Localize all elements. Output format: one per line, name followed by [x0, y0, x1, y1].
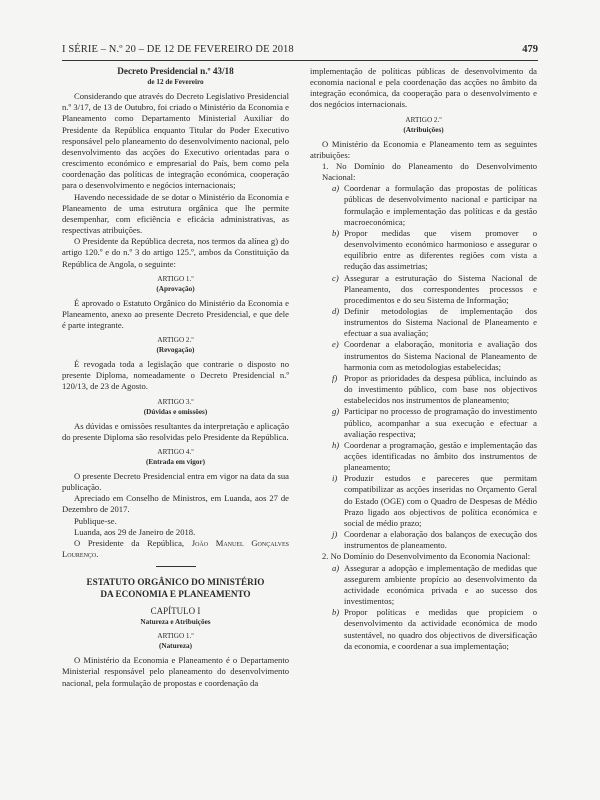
- preamble-paragraph: O Presidente da República decreta, nos termos da alínea g) do artigo 120.º e do n.º 3 do artigo 125.º, ambos da Constituição da República de Angola, o seguinte:: [62, 236, 289, 269]
- statute-title: DA ECONOMIA E PLANEAMENTO: [100, 588, 251, 599]
- decree-date: de 12 de Fevereiro: [147, 78, 204, 87]
- publish-statement: Publique-se.: [74, 515, 117, 526]
- article-text: O Ministério da Economia e Planeamento é o Departamento Ministerial responsável pelo planeamento do desenvolvimento nacional, pela formulação de propostas e coordenação da: [62, 655, 289, 688]
- chapter-title: Natureza e Atribuições: [140, 618, 211, 627]
- decree-title: Decreto Presidencial n.º 43/18: [117, 66, 234, 76]
- left-column: [62, 66, 289, 689]
- article-title: (Aprovação): [156, 284, 195, 293]
- item-letter: j): [332, 529, 338, 540]
- item-letter: d): [332, 305, 340, 316]
- article-text: É aprovado o Estatuto Orgânico do Ministério da Economia e Planeamento, anexo ao presente Decreto Presidencial, e que dele é parte integrante.: [62, 297, 289, 330]
- article-title: (Atribuições): [403, 125, 444, 134]
- article-title: (Entrada em vigor): [145, 457, 206, 466]
- list-item: b) Propor políticas e medidas que propiciem o desenvolvimento da actividade económica de modo sustentável, no quadro dos objectivos de diversificação da economia, e coordenar a sua implementação;: [332, 607, 537, 651]
- article-title: (Natureza): [159, 642, 192, 651]
- section-heading: 1. No Domínio do Planeamento do Desenvolvimento Nacional:: [322, 160, 537, 183]
- list-item: g) Participar no processo de programação do investimento público, acompanhar a sua execução e efectuar a avaliação respectiva;: [332, 406, 537, 439]
- item-letter: c): [332, 272, 339, 283]
- item-letter: b): [332, 227, 340, 238]
- list-item: a) Coordenar a formulação das propostas de políticas públicas de desenvolvimento nacional e participar na formulação e implementação das políticas e da gestão macroeconómica;: [332, 183, 537, 227]
- item-letter: e): [332, 339, 339, 350]
- list-item: b) Propor medidas que visem promover o desenvolvimento económico harmonioso e assegurar o equilíbrio entre as diferentes regiões com vista a redução das assimetrias;: [332, 227, 537, 272]
- statute-title: ESTATUTO ORGÂNICO DO MINISTÉRIO: [86, 577, 265, 588]
- page-number: 479: [522, 44, 538, 55]
- approval-statement: Apreciado em Conselho de Ministros, em Luanda, aos 27 de Dezembro de 2017.: [62, 493, 289, 515]
- president-name: João Manuel Gonçalves Lourenço.: [62, 537, 289, 559]
- article-intro: O Ministério da Economia e Planeamento tem as seguintes atribuições:: [310, 138, 537, 160]
- list-item: h) Coordenar a programação, gestão e implementação das acções identificadas no âmbito dos instrumentos de planeamento;: [332, 439, 537, 473]
- item-letter: a): [332, 183, 340, 194]
- item-letter: g): [332, 406, 340, 417]
- item-letter: b): [332, 607, 340, 618]
- article-number: ARTIGO 3.º: [157, 397, 194, 406]
- article-title: (Dúvidas e omissões): [143, 407, 208, 416]
- signature-line: [62, 538, 289, 560]
- header-rule: [62, 60, 538, 61]
- list-item: a) Assegurar a adopção e implementação de medidas que assegurem ambiente propício ao desenvolvimento da actividade económica privada e ao sucesso dos investimentos;: [332, 562, 537, 607]
- article-text: É revogada toda a legislação que contrarie o disposto no presente Diploma, nomeadamente o Decreto Presidencial n.º 120/13, de 23 de Agosto.: [62, 359, 289, 392]
- section-heading: 2. No Domínio do Desenvolvimento da Economia Nacional:: [322, 551, 531, 562]
- article-number: ARTIGO 2.º: [405, 115, 442, 124]
- list-item: e) Coordenar a elaboração, monitoria e avaliação dos instrumentos do Sistema Nacional de Planeamento de harmonia com as metodologias estabelecidas;: [332, 339, 537, 372]
- article-number: ARTIGO 4.º: [157, 447, 194, 456]
- list-item: i) Produzir estudos e pareceres que permitam compatibilizar as acções inseridas no Orçamento Geral do Estado (OGE) com o Quadro de Despesas de Médio Prazo ligado aos objectivos de política económica e social de médio prazo;: [332, 473, 537, 528]
- place-date: Luanda, aos 29 de Janeiro de 2018.: [74, 526, 196, 537]
- running-title: I SÉRIE – N.º 20 – DE 12 DE FEVEREIRO DE 2018: [62, 44, 294, 55]
- preamble-paragraph: Considerando que através do Decreto Legislativo Presidencial n.º 3/17, de 13 de Outubro, foi criado o Ministério da Economia e Planeamento como Departamento Ministerial Auxiliar do Presidente da República enquanto Titular do Poder Executivo responsável pelo planeamento do desenvolvimento nacional, pelo desenvolvimento das acções do Executivo orientadas para o crescimento económico e empresarial do País, bem como pela coordenação das políticas de integração económica, cooperação para o desenvolvimento e negócios internacionais;: [62, 91, 289, 191]
- article-number: ARTIGO 1.º: [157, 632, 194, 641]
- chapter-number: CAPÍTULO I: [150, 606, 201, 617]
- president-prefix: O Presidente da República,: [74, 537, 185, 548]
- article-text: O presente Decreto Presidencial entra em vigor na data da sua publicação.: [62, 470, 289, 493]
- article-number: ARTIGO 2.º: [157, 336, 194, 345]
- list-item: c) Assegurar a estruturação do Sistema Nacional de Planeamento, dos correspondentes processos e procedimentos e do seu Sistema de Informação;: [332, 272, 537, 305]
- item-letter: h): [332, 439, 340, 450]
- item-letter: a): [332, 562, 340, 573]
- article-number: ARTIGO 1.º: [157, 274, 194, 283]
- continued-text: implementação de políticas públicas de desenvolvimento da economia nacional e pela coordenação das acções no âmbito da integração económica, da cooperação para o desenvolvimento e dos negócios internacionais.: [310, 66, 537, 110]
- item-letter: i): [332, 473, 338, 484]
- list-item: d) Definir metodologias de implementação dos instrumentos do Sistema Nacional de Planeamento e efectuar a sua avaliação;: [332, 305, 537, 339]
- article-text: As dúvidas e omissões resultantes da interpretação e aplicação do presente Diploma são resolvidas pelo Presidente da República.: [62, 420, 289, 442]
- running-header: [62, 42, 538, 60]
- list-item: f) Propor as prioridades da despesa pública, incluindo as do investimento público, com base nos objectivos estabelecidos nos instrumentos de planeamento;: [332, 372, 537, 406]
- list-item: j) Coordenar a elaboração dos balanços de execução dos instrumentos de planeamento.: [332, 529, 537, 551]
- article-title: (Revogação): [156, 346, 195, 355]
- item-letter: f): [332, 372, 338, 383]
- preamble-paragraph: Havendo necessidade de se dotar o Ministério da Economia e Planeamento de uma estrutura orgânica que lhe permite desempenhar, com eficiência e eficácia administrativas, as respectivas atribuições.: [62, 191, 289, 236]
- right-column: [310, 66, 537, 652]
